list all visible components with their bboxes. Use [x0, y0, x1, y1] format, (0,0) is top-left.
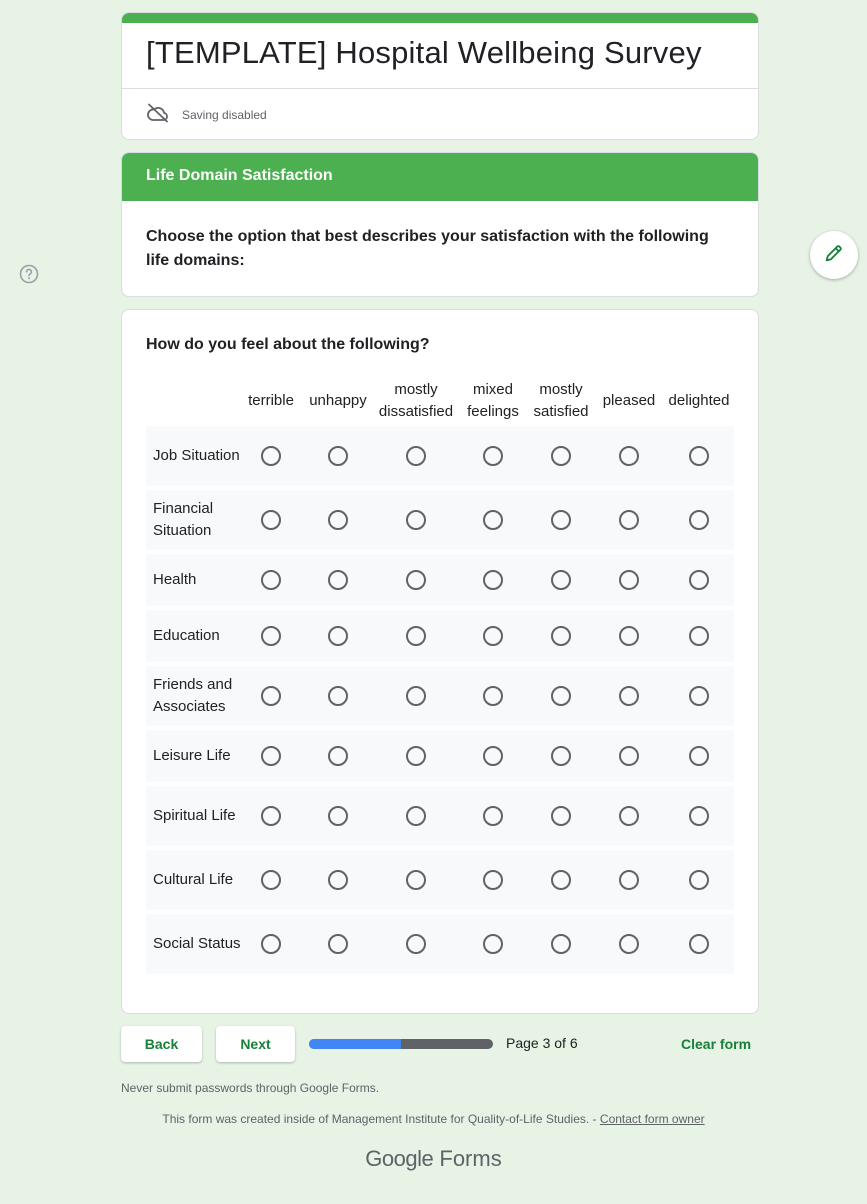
grid-row: [146, 610, 734, 662]
radio-option[interactable]: [483, 870, 503, 890]
help-icon[interactable]: [19, 264, 39, 289]
radio-option[interactable]: [689, 934, 709, 954]
grid-row-label: Cultural Life: [153, 871, 234, 888]
radio-option[interactable]: [406, 510, 426, 530]
created-by-text: This form was created inside of Management Institute for Quality-of-Life Studies. -: [162, 1112, 597, 1126]
progress-fill: [309, 1039, 401, 1049]
radio-option[interactable]: [689, 746, 709, 766]
grid-row-label: Social Status: [153, 935, 241, 952]
radio-option[interactable]: [619, 686, 639, 706]
form-title: [TEMPLATE] Hospital Wellbeing Survey: [146, 35, 702, 70]
radio-option[interactable]: [261, 570, 281, 590]
contact-owner-link[interactable]: Contact form owner: [599, 1112, 705, 1126]
radio-option[interactable]: [261, 446, 281, 466]
radio-option[interactable]: [328, 626, 348, 646]
radio-option[interactable]: [619, 570, 639, 590]
choice-grid: [146, 376, 734, 978]
radio-option[interactable]: [483, 570, 503, 590]
radio-option[interactable]: [483, 626, 503, 646]
radio-option[interactable]: [689, 626, 709, 646]
radio-option[interactable]: [483, 934, 503, 954]
grid-column-header: terrible: [248, 392, 294, 409]
progress-bar: [309, 1039, 493, 1049]
grid-column-header: unhappy: [309, 392, 367, 409]
grid-row: [146, 490, 734, 550]
grid-row-label: Job Situation: [153, 447, 240, 464]
radio-option[interactable]: [261, 934, 281, 954]
grid-row: [146, 850, 734, 910]
radio-option[interactable]: [619, 934, 639, 954]
grid-column-header: delighted: [668, 392, 730, 409]
section-card: [121, 152, 759, 297]
radio-option[interactable]: [619, 446, 639, 466]
grid-row-label: Financial Situation: [153, 500, 214, 539]
radio-option[interactable]: [261, 626, 281, 646]
pencil-icon: [823, 242, 845, 269]
radio-option[interactable]: [619, 510, 639, 530]
radio-option[interactable]: [689, 870, 709, 890]
grid-row-label: Friends and Associates: [153, 676, 233, 715]
grid-row: [146, 554, 734, 606]
question-card: [121, 309, 759, 1014]
radio-option[interactable]: [328, 934, 348, 954]
section-description: Choose the option that best describes your satisfaction with the following life domains:: [146, 228, 709, 269]
radio-option[interactable]: [261, 806, 281, 826]
form-header-card: [121, 12, 759, 140]
radio-option[interactable]: [261, 686, 281, 706]
radio-option[interactable]: [689, 570, 709, 590]
radio-option[interactable]: [483, 446, 503, 466]
radio-option[interactable]: [406, 570, 426, 590]
grid-row: [146, 730, 734, 782]
radio-option[interactable]: [483, 686, 503, 706]
radio-option[interactable]: [551, 626, 571, 646]
radio-option[interactable]: [261, 870, 281, 890]
divider: [122, 88, 758, 89]
question-title: How do you feel about the following?: [146, 336, 430, 353]
form-footer: [0, 1112, 867, 1126]
radio-option[interactable]: [261, 510, 281, 530]
grid-column-header: pleased: [602, 392, 656, 409]
radio-option[interactable]: [551, 934, 571, 954]
radio-option[interactable]: [406, 870, 426, 890]
grid-body: [146, 426, 734, 974]
radio-option[interactable]: [406, 746, 426, 766]
radio-option[interactable]: [551, 510, 571, 530]
radio-option[interactable]: [619, 870, 639, 890]
password-disclaimer: Never submit passwords through Google Forms.: [121, 1081, 380, 1095]
grid-column-header: mixed feelings: [467, 381, 519, 420]
radio-option[interactable]: [328, 446, 348, 466]
radio-option[interactable]: [483, 510, 503, 530]
grid-row-label: Health: [153, 571, 197, 588]
radio-option[interactable]: [551, 746, 571, 766]
radio-option[interactable]: [328, 686, 348, 706]
radio-option[interactable]: [328, 806, 348, 826]
logo-forms: Forms: [439, 1146, 502, 1171]
radio-option[interactable]: [619, 626, 639, 646]
radio-option[interactable]: [619, 806, 639, 826]
next-button[interactable]: Next: [216, 1026, 295, 1062]
radio-option[interactable]: [328, 570, 348, 590]
google-forms-logo[interactable]: [0, 1146, 867, 1172]
edit-button[interactable]: [810, 231, 858, 279]
radio-option[interactable]: [689, 686, 709, 706]
radio-option[interactable]: [328, 510, 348, 530]
grid-row-label: Spiritual Life: [153, 807, 236, 824]
grid-row-label: Leisure Life: [153, 747, 231, 764]
section-title: Life Domain Satisfaction: [122, 153, 758, 201]
radio-option[interactable]: [551, 446, 571, 466]
header-accent-bar: [122, 13, 758, 23]
cloud-off-icon: [146, 101, 182, 128]
logo-google: Google: [365, 1146, 434, 1171]
radio-option[interactable]: [406, 934, 426, 954]
radio-option[interactable]: [483, 806, 503, 826]
back-button[interactable]: Back: [121, 1026, 202, 1062]
grid-row-label: Education: [153, 627, 220, 644]
grid-column-header: mostly dissatisfied: [378, 381, 454, 420]
radio-option[interactable]: [689, 446, 709, 466]
radio-option[interactable]: [551, 686, 571, 706]
grid-row: [146, 914, 734, 974]
grid-column-header: mostly satisfied: [533, 381, 589, 420]
radio-option[interactable]: [261, 746, 281, 766]
radio-option[interactable]: [551, 570, 571, 590]
radio-option[interactable]: [619, 746, 639, 766]
grid-row: [146, 666, 734, 726]
saving-status-text: Saving disabled: [182, 107, 267, 122]
radio-option[interactable]: [483, 746, 503, 766]
grid-row: [146, 426, 734, 486]
page-indicator: Page 3 of 6: [506, 1035, 578, 1051]
grid-row: [146, 786, 734, 846]
radio-option[interactable]: [406, 686, 426, 706]
radio-option[interactable]: [328, 746, 348, 766]
radio-option[interactable]: [689, 806, 709, 826]
radio-option[interactable]: [406, 626, 426, 646]
radio-option[interactable]: [328, 870, 348, 890]
radio-option[interactable]: [406, 446, 426, 466]
saving-status: [146, 101, 267, 128]
radio-option[interactable]: [551, 806, 571, 826]
radio-option[interactable]: [551, 870, 571, 890]
radio-option[interactable]: [689, 510, 709, 530]
radio-option[interactable]: [406, 806, 426, 826]
clear-form-button[interactable]: Clear form: [681, 1036, 752, 1052]
grid-header: [146, 376, 734, 426]
